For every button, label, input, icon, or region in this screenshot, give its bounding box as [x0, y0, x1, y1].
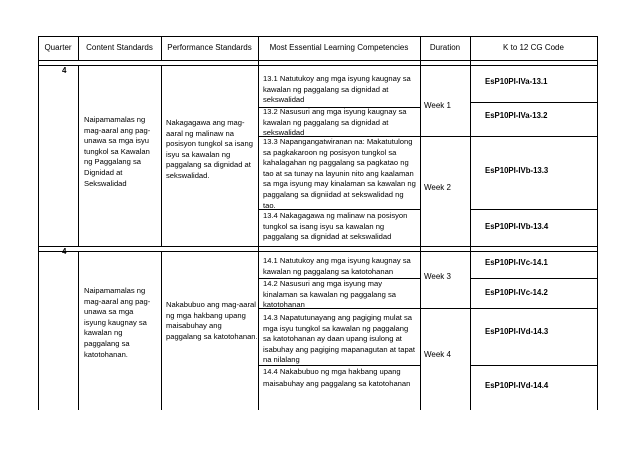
column-divider: [78, 65, 79, 246]
competency-text: 14.1 Natutukoy ang mga isyung kaugnay sa kawalan ng paggalang sa katotohanan: [263, 256, 411, 276]
row-border: [470, 102, 597, 103]
table-top-border: [38, 36, 597, 37]
header-performance-standards: Performance Standards: [167, 43, 252, 52]
header-content-standards: Content Standards: [86, 43, 153, 52]
column-divider: [161, 65, 162, 246]
competency-text: 14.3 Napatutunayang ang pagiging mulat sa mga isyu tungkol sa kawalan ng paggalang sa katotohanan ay daan upang isulong at isabuhay ang pagiging mapanagutan at tapat na nilalang: [263, 313, 415, 365]
cg-code: EsP10PI-IVd-14.4: [485, 381, 549, 390]
content-standard: Naipamamalas ng mag-aaral ang pag-unawa sa mga isyu tungkol sa Kawalan ng Paggalang sa Dignidad at Sekswalidad: [84, 115, 151, 188]
header-bottom-border: [38, 60, 597, 61]
column-divider: [161, 251, 162, 410]
column-divider: [258, 36, 259, 410]
duration-week: Week 4: [424, 350, 451, 359]
competency-text: 13.1 Natutukoy ang mga isyung kaugnay sa kawalan ng paggalang sa dignidad at sekswalidad: [263, 74, 411, 105]
performance-standard: Nakabubuo ang mag-aaral ng mga hakbang upang maisabuhay ang paggalang sa katotohanan.: [166, 300, 258, 341]
competency-text: 13.4 Nakagagawa ng malinaw na posisyon tungkol sa isang isyu sa kawalan ng paggalang sa dignidad at sekswalidad: [263, 211, 408, 242]
cg-code: EsP10PI-IVb-13.3: [485, 166, 549, 175]
cg-code: EsP10PI-IVd-14.3: [485, 327, 549, 336]
quarter-number: 4: [62, 66, 67, 75]
competency-text: 14.4 Nakabubuo ng mga hakbang upang maisabuhay ang paggalang sa katotohanan: [263, 367, 411, 389]
content-standard: Naipamamalas ng mag-aaral ang pag-unawa sa mga isyung kaugnay sa kawalan ng paggalang sa katotohanan.: [84, 286, 151, 359]
header-competencies: Most Essential Learning Competencies: [269, 43, 409, 52]
cg-code: EsP10PI-IVc-14.2: [485, 288, 548, 297]
competency-text: 13.3 Napangangatwiranan na: Makatutulong sa pagkakaroon ng posisyon tungkol sa kahalagahan ng paggalang sa pagkatao ng tao at sa tunay na layunin nito ang kaalaman sa mga isyung may kinalaman sa kawalan ng paggalang sa digniidad at sekswalidad ng tao.: [263, 137, 416, 210]
competency-text: 14.2 Nasusuri ang mga isyung may kinalaman sa kawalan ng paggalang sa katotohanan: [263, 279, 396, 310]
cg-code: EsP10PI-IVb-13.4: [485, 222, 549, 231]
table-left-border: [38, 36, 39, 410]
header-quarter: Quarter: [44, 43, 72, 52]
row-border: [470, 365, 597, 366]
duration-week: Week 3: [424, 272, 451, 281]
row-border: [470, 278, 597, 279]
header-cg-code: K to 12 CG Code: [503, 43, 564, 52]
duration-week: Week 2: [424, 183, 451, 192]
section-border: [38, 246, 597, 247]
cg-code: EsP10PI-IVa-13.2: [485, 111, 548, 120]
performance-standard: Nakagagawa ang mag-aaral ng malinaw na posisyon tungkol sa isang isyu sa kawalan ng paggalang sa dignidad at sekswalidad.: [166, 118, 253, 180]
quarter-row-border: [38, 251, 597, 252]
competency-text: 13.2 Nasusuri ang mga isyung kaugnay sa kawalan ng paggalang sa dignidad at sekswalidad: [263, 107, 407, 138]
column-divider: [78, 251, 79, 410]
quarter-number: 4: [62, 247, 67, 256]
duration-week: Week 1: [424, 101, 451, 110]
cg-code: EsP10PI-IVc-14.1: [485, 258, 548, 267]
cg-code: EsP10PI-IVa-13.1: [485, 77, 548, 86]
row-border: [470, 209, 597, 210]
header-duration: Duration: [429, 43, 461, 52]
quarter-row-border: [38, 65, 597, 66]
column-divider: [470, 36, 471, 410]
table-right-border: [597, 36, 598, 410]
column-divider: [420, 36, 421, 410]
